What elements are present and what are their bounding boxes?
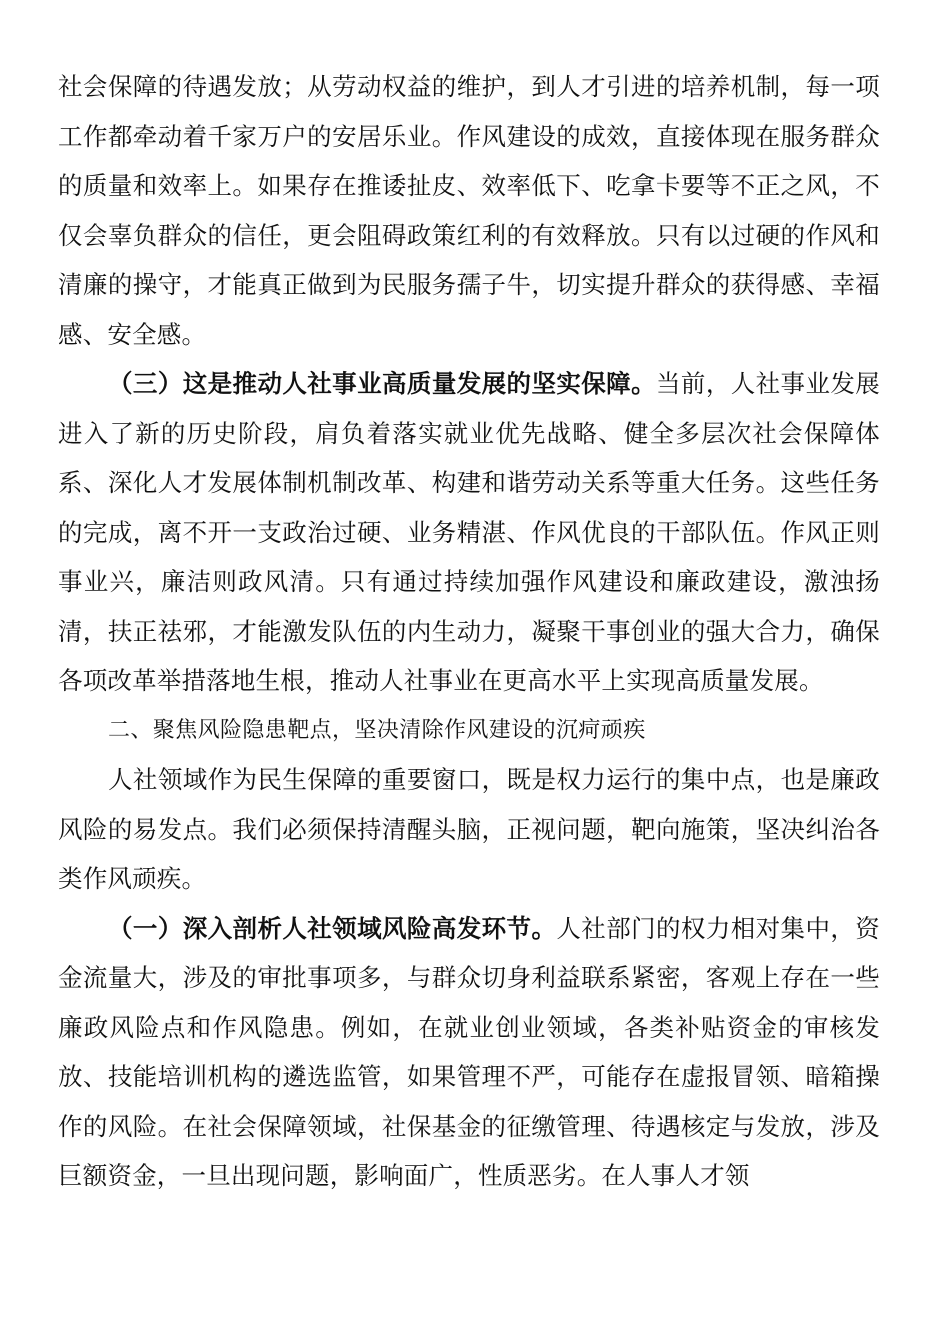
section-three-heading: （三）这是推动人社事业高质量发展的坚实保障。: [108, 369, 657, 398]
subsection-one-body: 人社部门的权力相对集中，资金流量大，涉及的审批事项多，与群众切身利益联系紧密，客观上存在一些廉政风险点和作风隐患。例如，在就业创业领域，各类补贴资金的审核发放、技能培训机构的遴选监管，如果管理不严，可能存在虚报冒领、暗箱操作的风险。在社会保障领域，社保基金的征缴管理、待遇核定与发放，涉及巨额资金，一旦出现问题，影响面广，性质恶劣。在人事人才领: [58, 913, 880, 1190]
paragraph-continuation: 社会保障的待遇发放；从劳动权益的维护，到人才引进的培养机制，每一项工作都牵动着千家万户的安居乐业。作风建设的成效，直接体现在服务群众的质量和效率上。如果存在推诿扯皮、效率低下、吃拿卡要等不正之风，不仅会辜负群众的信任，更会阻碍政策红利的有效释放。只有以过硬的作风和清廉的操守，才能真正做到为民服务孺子牛，切实提升群众的获得感、幸福感、安全感。: [58, 72, 880, 349]
section-three-body: 当前，人社事业发展进入了新的历史阶段，肩负着落实就业优先战略、健全多层次社会保障体系、深化人才发展体制机制改革、构建和谐劳动关系等重大任务。这些任务的完成，离不开一支政治过硬、业务精湛、作风优良的干部队伍。作风正则事业兴，廉洁则政风清。只有通过持续加强作风建设和廉政建设，激浊扬清，扶正祛邪，才能激发队伍的内生动力，凝聚干事创业的强大合力，确保各项改革举措落地生根，推动人社事业在更高水平上实现高质量发展。: [58, 369, 880, 695]
document-body: [58, 62, 880, 1201]
paragraph-section-three: [58, 359, 880, 706]
paragraph-chapter-two-intro: 人社领域作为民生保障的重要窗口，既是权力运行的集中点，也是廉政风险的易发点。我们必须保持清醒头脑，正视问题，靶向施策，坚决纠治各类作风顽疾。: [58, 765, 880, 893]
subsection-one-heading: （一）深入剖析人社领域风险高发环节。: [108, 913, 557, 943]
paragraph-subsection-one: [58, 904, 880, 1201]
chapter-two-heading: 二、聚焦风险隐患靶点，坚决清除作风建设的沉疴顽疾: [108, 717, 646, 743]
